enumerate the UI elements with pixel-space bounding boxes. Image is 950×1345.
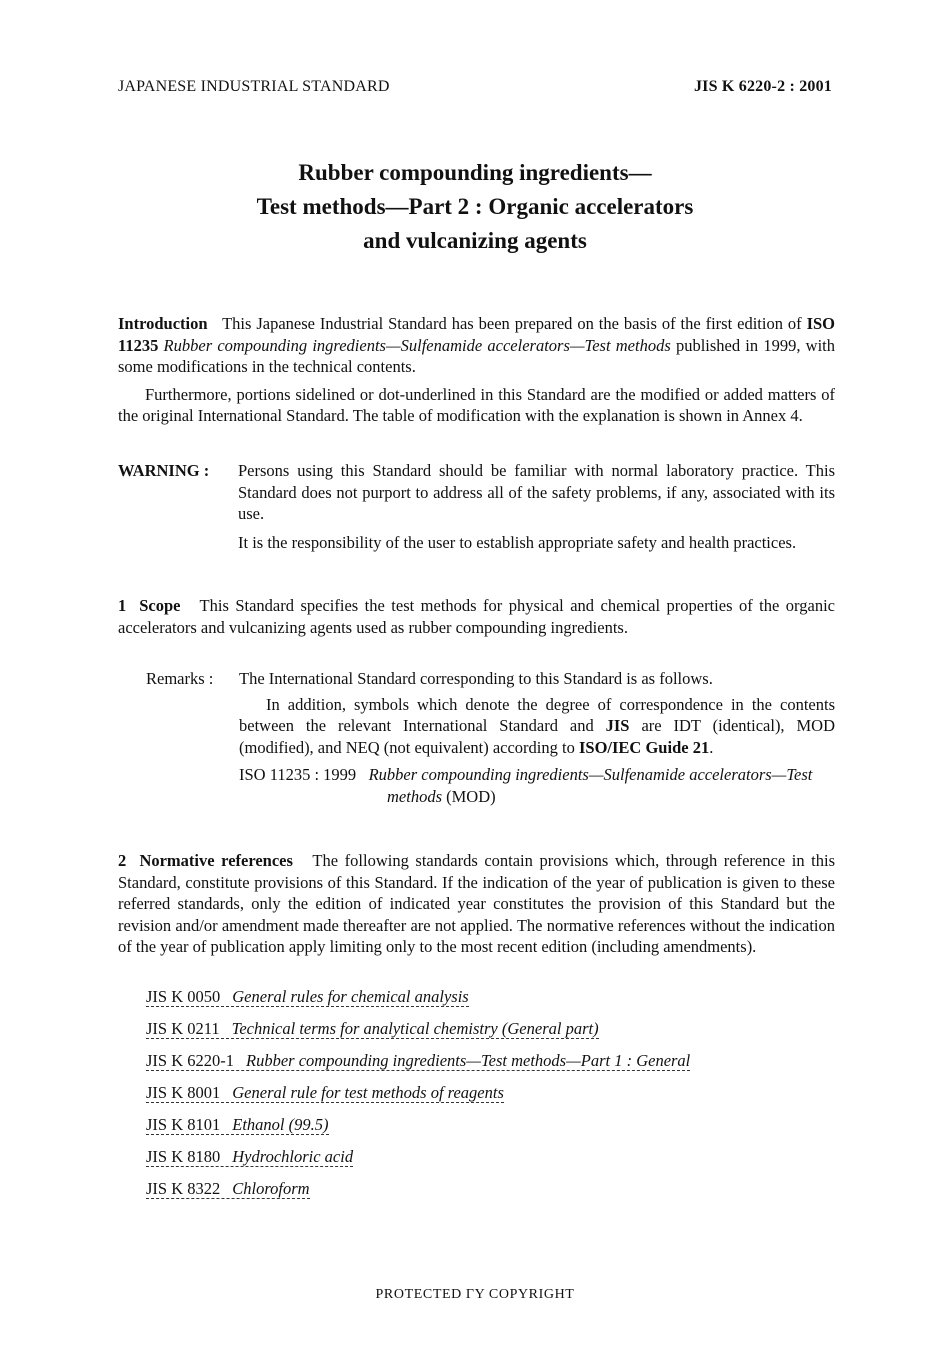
- reference-item: JIS K 0050 General rules for chemical analysis: [146, 987, 469, 1006]
- introduction-section: [118, 313, 835, 427]
- introduction-heading: Introduction: [118, 314, 208, 333]
- scope-paragraph: [118, 595, 835, 638]
- introduction-paragraph: [118, 313, 835, 378]
- reference-item: JIS K 8101 Ethanol (99.5): [146, 1115, 329, 1134]
- scope-heading: Scope: [139, 596, 181, 615]
- scope-text: This Standard specifies the test methods for physical and chemical properties of the organic accelerators and vulcanizing agents used as rubber compounding ingredients.: [118, 596, 835, 637]
- introduction-text-1: This Japanese Industrial Standard has been prepared on the basis of the first edition of: [222, 314, 802, 333]
- scope-section: [118, 595, 835, 638]
- title-line-1: Rubber compounding ingredients—: [298, 160, 652, 185]
- reference-item: JIS K 0211 Technical terms for analytical chemistry (General part): [146, 1019, 599, 1038]
- copyright-footer: PROTECTED ΓY COPYRIGHT: [375, 1287, 575, 1302]
- introduction-text-2: published in 1999, with some modifications in the technical contents.: [118, 335, 835, 376]
- warning-label: WARNING :: [118, 461, 210, 480]
- remarks-text-2: In addition, symbols which denote the degree of correspondence in the contents between the relevant International Standard and JIS are IDT (identical), MOD (modified), and NEQ (not equivalent) according to ISO/IEC Guide 21.: [239, 694, 835, 757]
- normative-heading: Normative references: [139, 851, 293, 870]
- normative-references-paragraph: [118, 850, 835, 958]
- warning-text-1: Persons using this Standard should be familiar with normal laboratory practice. This Standard does not purport to address all of the safety problems, if any, associated with its use.: [238, 461, 835, 523]
- remarks-label: Remarks :: [146, 669, 214, 688]
- reference-list: [146, 986, 690, 1210]
- iso-reference: ISO 11235: [118, 314, 835, 355]
- normative-text: The following standards contain provisions which, through reference in this Standard, constitute provisions of this Standard. If the indication of the year of publication is given to these referred standards, only the edition of indicated year constitutes the provision of this Standard but the revision and/or amendment made thereafter are not applied. The normative references without the indication of the year of publication apply limiting only to the most recent edition (including amendments).: [118, 851, 836, 956]
- scope-number: 1: [118, 596, 127, 615]
- normative-number: 2: [118, 851, 127, 870]
- remarks-text-1: The International Standard corresponding to this Standard is as follows.: [239, 669, 713, 688]
- header-standard-type: JAPANESE INDUSTRIAL STANDARD: [118, 78, 390, 95]
- iso-title: Rubber compounding ingredients—Sulfenamide accelerators—Test methods: [163, 335, 671, 355]
- normative-references-section: [118, 850, 835, 958]
- reference-item: JIS K 8180 Hydrochloric acid: [146, 1147, 354, 1166]
- remarks-iso-reference: ISO 11235 : 1999 Rubber compounding ingredients—Sulfenamide accelerators—Test methods (MOD): [239, 765, 813, 806]
- jis-label: JIS: [605, 716, 630, 735]
- title-line-3: and vulcanizing agents: [363, 228, 587, 253]
- document-title: [0, 156, 950, 258]
- guide-reference: ISO/IEC Guide 21: [578, 737, 710, 757]
- remarks-block: [118, 668, 835, 807]
- header-standard-number: JIS K 6220-2 : 2001: [693, 78, 832, 95]
- warning-block: [118, 460, 835, 553]
- reference-item: JIS K 8001 General rule for test methods of reagents: [146, 1083, 504, 1102]
- reference-item: JIS K 8322 Chloroform: [146, 1179, 310, 1198]
- title-line-2: Test methods—Part 2 : Organic accelerators: [256, 194, 694, 219]
- reference-item: JIS K 6220-1 Rubber compounding ingredients—Test methods—Part 1 : General: [146, 1051, 691, 1070]
- warning-text-2: It is the responsibility of the user to establish appropriate safety and health practices.: [238, 532, 797, 552]
- introduction-paragraph-2: Furthermore, portions sidelined or dot-underlined in this Standard are the modified or added matters of the original International Standard. The table of modification with the explanation is shown in Annex 4.: [118, 384, 835, 425]
